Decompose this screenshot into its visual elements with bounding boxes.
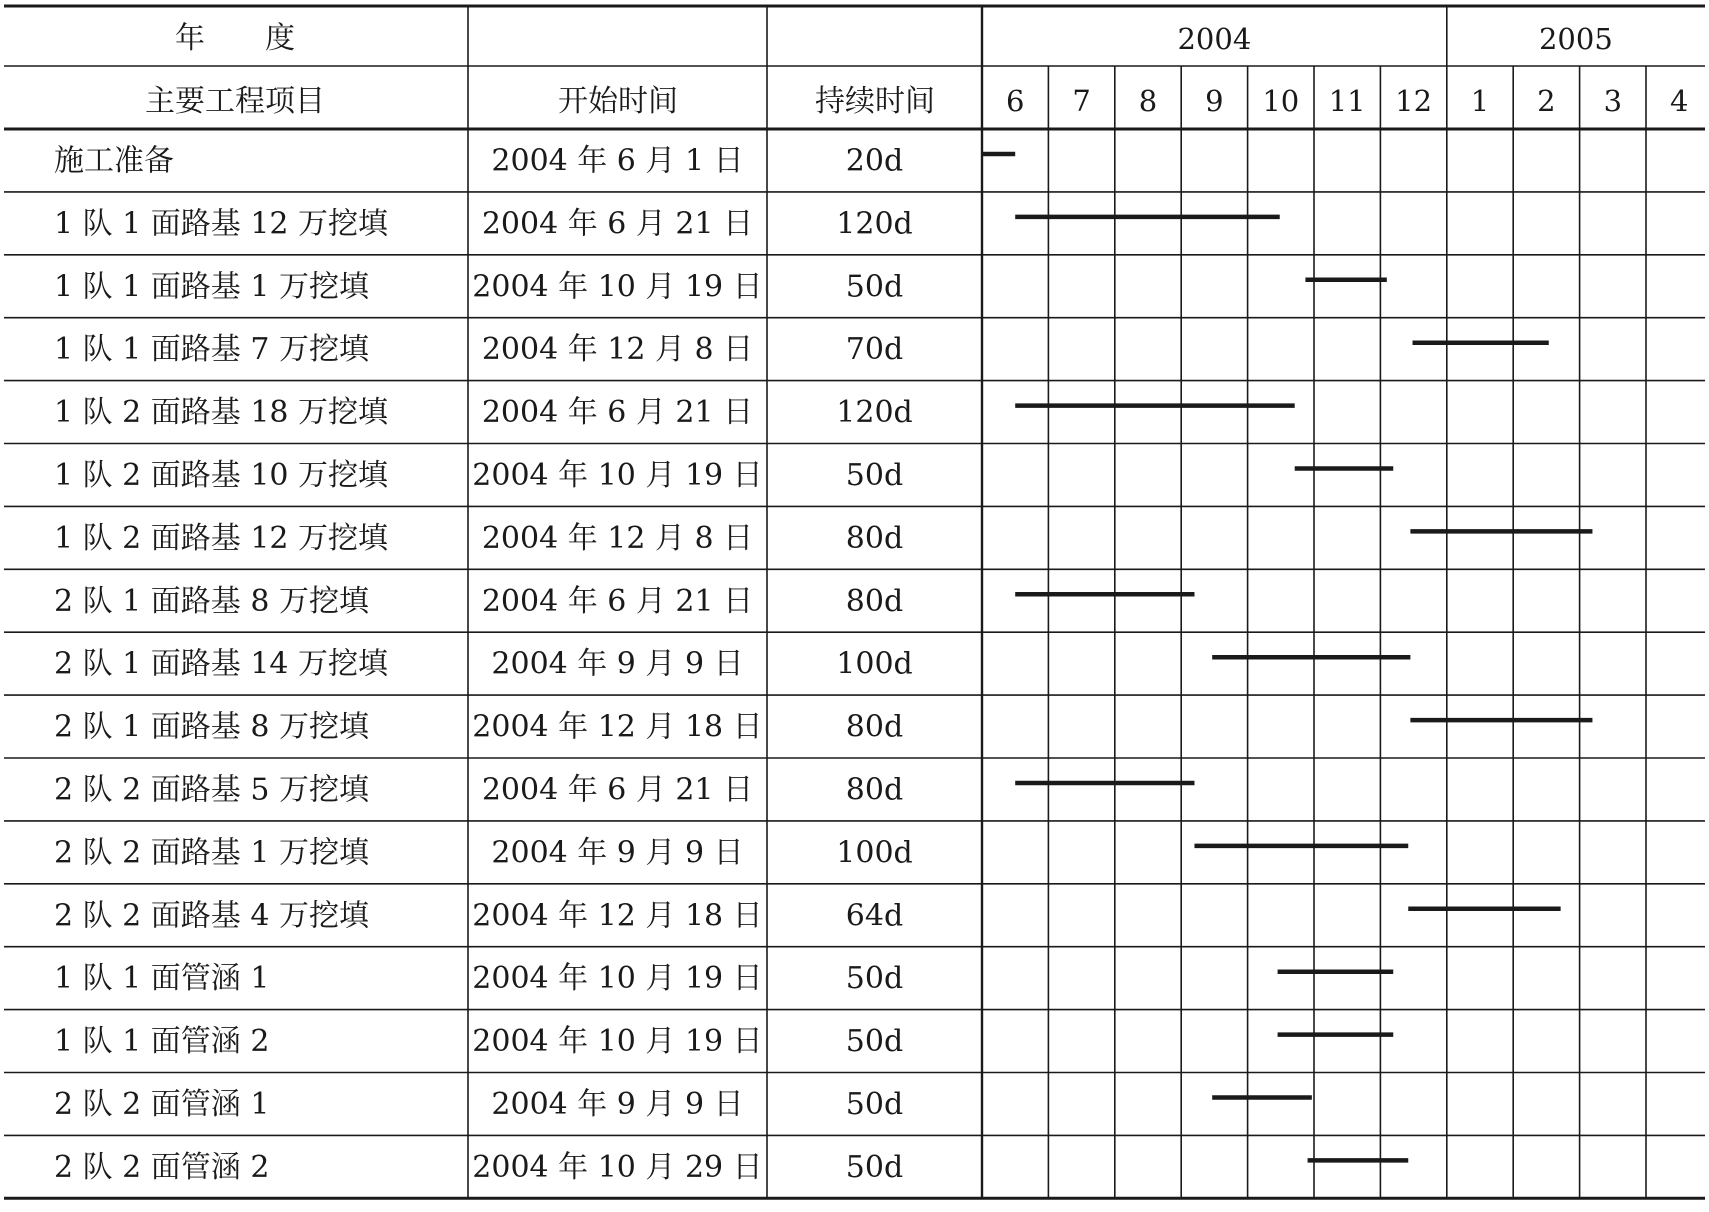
task-start-date: 2004 年 10 月 19 日 [472,269,763,305]
task-duration: 80d [845,709,904,745]
task-start-date: 2004 年 6 月 21 日 [481,583,754,619]
task-duration: 20d [845,143,904,179]
month-tick-label: 8 [1138,84,1158,118]
duration-header-label: 持续时间 [815,84,935,119]
task-start-date: 2004 年 12 月 18 日 [472,898,763,934]
task-start-date: 2004 年 6 月 21 日 [481,772,754,808]
task-name: 1 队 2 面路基 18 万挖填 [54,395,389,431]
task-name: 2 队 1 面路基 8 万挖填 [54,709,369,745]
task-start-date: 2004 年 10 月 29 日 [472,1149,763,1185]
table-header [145,21,935,119]
task-rows [54,143,913,1184]
month-tick-label: 2 [1537,84,1556,118]
task-name: 2 队 2 面管涵 1 [54,1086,270,1122]
task-start-date: 2004 年 6 月 21 日 [481,395,754,431]
task-start-date: 2004 年 12 月 8 日 [481,520,754,556]
task-name: 2 队 2 面路基 5 万挖填 [54,772,369,808]
task-duration: 70d [845,332,904,368]
task-duration: 100d [836,835,913,871]
timeline-axis [1006,22,1688,118]
month-tick-label: 3 [1603,84,1623,118]
task-duration: 80d [845,520,904,556]
task-duration: 120d [836,395,913,431]
task-name: 1 队 1 面路基 1 万挖填 [54,269,369,305]
year-tick-label: 2005 [1538,22,1613,56]
task-name: 1 队 1 面管涵 1 [54,961,270,997]
task-name: 2 队 2 面管涵 2 [54,1149,270,1185]
task-duration: 120d [836,206,913,242]
month-tick-label: 9 [1205,84,1224,118]
task-duration: 50d [845,269,904,305]
task-name: 1 队 2 面路基 12 万挖填 [54,520,389,556]
task-name: 1 队 2 面路基 10 万挖填 [54,457,389,493]
task-start-date: 2004 年 6 月 1 日 [491,143,744,179]
task-name: 施工准备 [54,143,174,179]
month-tick-label: 1 [1470,84,1490,118]
month-tick-label: 12 [1395,84,1433,118]
month-tick-label: 4 [1669,84,1689,118]
task-start-date: 2004 年 12 月 8 日 [481,332,754,368]
task-start-date: 2004 年 12 月 18 日 [472,709,763,745]
task-name: 1 队 1 面路基 12 万挖填 [54,206,389,242]
task-name: 2 队 2 面路基 4 万挖填 [54,898,369,934]
year-tick-label: 2004 [1177,22,1252,56]
task-duration: 50d [845,1024,904,1060]
task-duration: 80d [845,583,904,619]
task-start-date: 2004 年 9 月 9 日 [491,1086,744,1122]
task-name: 1 队 1 面管涵 2 [54,1024,270,1060]
task-name: 2 队 1 面路基 8 万挖填 [54,583,369,619]
task-duration: 50d [845,457,904,493]
task-duration: 50d [845,1149,904,1185]
task-start-date: 2004 年 10 月 19 日 [472,1024,763,1060]
month-tick-label: 10 [1262,84,1300,118]
task-start-date: 2004 年 9 月 9 日 [491,835,744,871]
item-header-label: 主要工程项目 [145,84,325,119]
task-duration: 50d [845,961,904,997]
task-start-date: 2004 年 6 月 21 日 [481,206,754,242]
task-name: 2 队 1 面路基 14 万挖填 [54,646,389,682]
month-tick-label: 6 [1005,84,1025,118]
task-duration: 80d [845,772,904,808]
month-tick-label: 7 [1072,84,1091,118]
task-start-date: 2004 年 9 月 9 日 [491,646,744,682]
task-duration: 100d [836,646,913,682]
task-duration: 64d [845,898,904,934]
start-header-label: 开始时间 [558,84,678,119]
task-duration: 50d [845,1086,904,1122]
task-name: 2 队 2 面路基 1 万挖填 [54,835,369,871]
task-start-date: 2004 年 10 月 19 日 [472,961,763,997]
month-tick-label: 11 [1328,84,1366,118]
task-start-date: 2004 年 10 月 19 日 [472,457,763,493]
year-header-label: 年 度 [175,21,295,56]
task-name: 1 队 1 面路基 7 万挖填 [54,332,369,368]
